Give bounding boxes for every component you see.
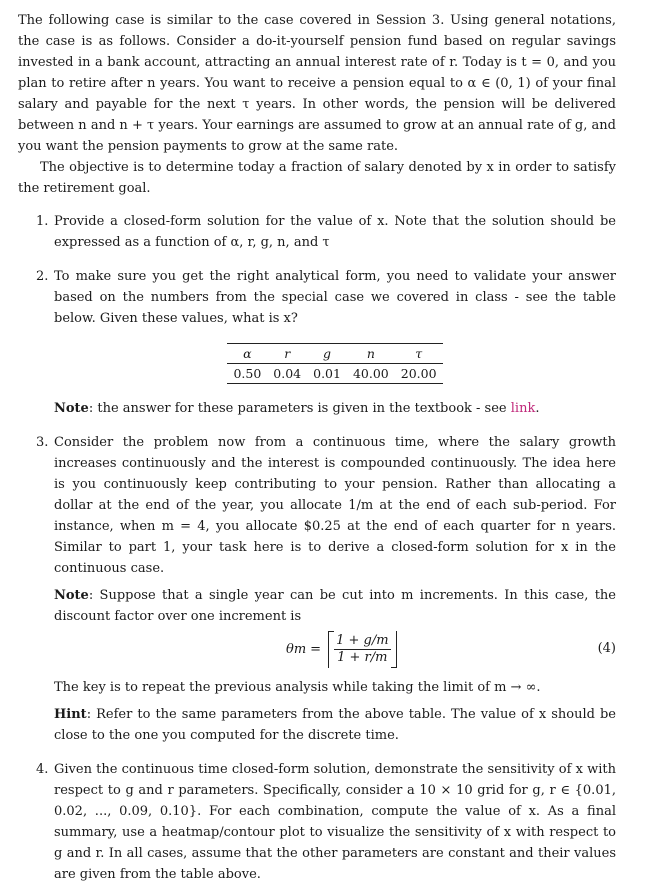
equation-discount-factor <box>54 631 616 673</box>
table-row <box>227 364 442 384</box>
hint-label: Hint <box>54 707 87 722</box>
equation-denominator: 1 + r/m <box>337 650 388 665</box>
question-text: To make sure you get the right analytical form, you need to validate your answer based on the numbers from the special case we covered in class - see the table below. Given these values, what is x? <box>54 269 616 326</box>
bracket-right <box>391 631 397 668</box>
question-3 <box>18 432 616 746</box>
hint-text: : Refer to the same parameters from the above table. The value of x should be close to the one you computed for the discrete time. <box>54 707 616 743</box>
question-number: 1. <box>36 214 49 229</box>
question-list <box>18 211 616 885</box>
note-text: : Suppose that a single year can be cut into m increments. In this case, the discount factor over one increment is <box>54 588 616 624</box>
question-2 <box>18 266 616 419</box>
equals-sign: = <box>310 642 322 657</box>
note-paragraph <box>54 585 616 627</box>
question-number: 2. <box>36 269 49 284</box>
header-n: n <box>366 346 375 361</box>
limit-paragraph: The key is to repeat the previous analysis while taking the limit of m → ∞. <box>54 680 541 695</box>
question-text: Provide a closed-form solution for the value of x. Note that the solution should be expressed as a function of α, r, g, n, and τ <box>54 214 616 250</box>
value-tau: 20.00 <box>400 366 437 381</box>
header-g: g <box>323 346 332 361</box>
intro-paragraph: The following case is similar to the case covered in Session 3. Using general notations, the case is as follows. Consider a do-it-yourself pension fund based on regular savings invested in a bank account, attracting an annual interest rate of r. Today is t = 0, and you plan to retire after n years. You want to receive a pension equal to α ∈ (0, 1) of your final salary and payable for the next τ years. In other words, the pension will be delivered between n and n + τ years. Your earnings are assumed to grow at an annual rate of g, and you want the pension payments to grow at the same rate. <box>18 13 616 154</box>
note-paragraph <box>54 398 616 419</box>
equation-lhs: θm <box>286 642 307 657</box>
equation-numerator: 1 + g/m <box>336 633 389 648</box>
note-text: : the answer for these parameters is given in the textbook - see <box>88 401 511 416</box>
question-number: 4. <box>36 762 49 777</box>
value-g: 0.01 <box>313 366 341 381</box>
question-text: Consider the problem now from a continuous time, where the salary growth increases continuously and the interest is compounded continuously. The idea here is you continuously keep contributing to your pension. Rather than allocating a dollar at the end of the year, you allocate 1/m at the end of each sub-period. For instance, when m = 4, you allocate $0.25 at the end of each quarter for n years. Similar to part 1, your task here is to derive a closed-form solution for x in the continuous case. <box>54 435 616 576</box>
header-tau: τ <box>415 346 423 361</box>
note-label: Note <box>54 588 89 603</box>
value-alpha: 0.50 <box>233 366 262 381</box>
header-r: r <box>284 346 291 361</box>
equation-fraction <box>331 633 393 666</box>
note-end: . <box>535 401 540 416</box>
question-1 <box>18 211 616 253</box>
note-label: Note <box>54 401 89 416</box>
question-4 <box>18 759 616 885</box>
value-r: 0.04 <box>273 366 302 381</box>
textbook-link[interactable]: link <box>510 401 536 416</box>
question-number: 3. <box>36 435 49 450</box>
parameter-table <box>227 343 442 384</box>
hint-paragraph <box>54 704 616 746</box>
question-text: Given the continuous time closed-form solution, demonstrate the sensitivity of x with respect to g and r parameters. Specifically, consider a 10 × 10 grid for g, r ∈ {0.01, 0.02, ..., 0.09, 0.10}. For each combination, compute the value of x. As a final summary, use a heatmap/contour plot to visualize the sensitivity of x with respect to g and r. In all cases, assume that the other parameters are constant and their values are given from the table above. <box>54 762 616 882</box>
value-n: 40.00 <box>352 366 389 381</box>
equation-number: (4) <box>597 641 616 656</box>
objective-paragraph: The objective is to determine today a fraction of salary denoted by x in order to satisfy the retirement goal. <box>18 160 616 196</box>
table-header-row <box>227 344 442 364</box>
parameter-table-wrapper <box>54 343 616 384</box>
bracket-left <box>328 631 334 668</box>
equation-body <box>286 633 394 666</box>
header-alpha: α <box>243 346 252 361</box>
